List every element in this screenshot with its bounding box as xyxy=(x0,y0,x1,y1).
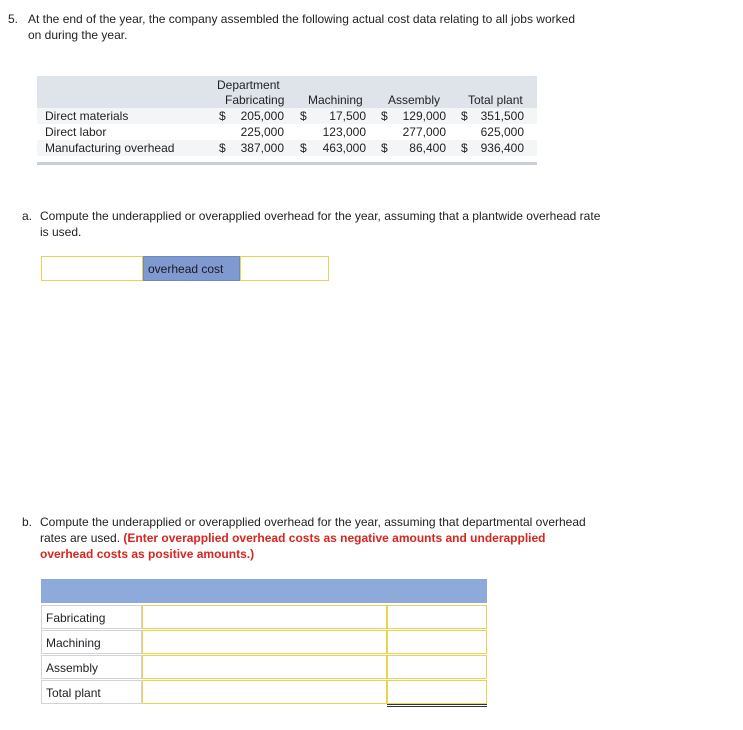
cell-value: 123,000 xyxy=(322,125,366,139)
col-total-plant: Total plant xyxy=(468,93,523,107)
dollar-sign: $ xyxy=(381,141,388,155)
double-underline xyxy=(387,704,487,707)
part-b-instruction-red-line3: overhead costs as positive amounts.) xyxy=(40,547,255,561)
cell-value: 17,500 xyxy=(329,109,366,123)
fabricating-input-1[interactable] xyxy=(142,605,387,629)
cell-value: 277,000 xyxy=(402,125,446,139)
machining-input-1[interactable] xyxy=(142,630,387,654)
row-label: Manufacturing overhead xyxy=(45,141,175,155)
cell-value: 387,000 xyxy=(240,141,284,155)
part-b-answer-table xyxy=(41,579,487,707)
table-bottom-rule xyxy=(37,162,537,165)
department-label: Department xyxy=(217,78,280,92)
total-plant-input-2[interactable] xyxy=(387,680,487,704)
cell-value: 351,500 xyxy=(480,109,524,123)
question-intro xyxy=(8,11,648,43)
part-b-text-line2: rates are used. xyxy=(40,531,121,545)
row-label-machining: Machining xyxy=(41,630,142,654)
part-a-question xyxy=(22,208,652,240)
cost-table-header xyxy=(37,76,537,108)
cell-value: 205,000 xyxy=(240,109,284,123)
table-row xyxy=(37,140,537,156)
row-label-total-plant: Total plant xyxy=(41,680,142,704)
part-a-input-left[interactable] xyxy=(41,256,143,281)
dollar-sign: $ xyxy=(300,141,307,155)
total-plant-input-1[interactable] xyxy=(142,680,387,704)
dollar-sign: $ xyxy=(461,109,468,123)
row-label-fabricating: Fabricating xyxy=(41,605,142,629)
col-fabricating: Fabricating xyxy=(225,93,285,107)
col-assembly: Assembly xyxy=(388,93,441,107)
dollar-sign: $ xyxy=(219,109,226,123)
assembly-input-2[interactable] xyxy=(387,655,487,679)
question-text-line1: At the end of the year, the company assembled the following actual cost data relating to all jobs worked xyxy=(28,12,575,26)
question-text-line2: on during the year. xyxy=(28,28,128,42)
dollar-sign: $ xyxy=(219,141,226,155)
part-a-input-right[interactable] xyxy=(240,256,329,281)
cost-data-table xyxy=(37,76,537,166)
cost-table-body xyxy=(37,108,537,160)
table-row xyxy=(37,108,537,124)
part-b-text-line1: Compute the underapplied or overapplied overhead for the year, assuming that departmental overhead xyxy=(40,515,586,529)
part-a-text-line2: is used. xyxy=(40,225,82,239)
cell-value: 86,400 xyxy=(409,141,446,155)
cell-value: 463,000 xyxy=(322,141,366,155)
dollar-sign: $ xyxy=(381,109,388,123)
cell-value: 625,000 xyxy=(480,125,524,139)
dollar-sign: $ xyxy=(461,141,468,155)
machining-input-2[interactable] xyxy=(387,630,487,654)
col-machining: Machining xyxy=(308,93,363,107)
row-label-assembly: Assembly xyxy=(41,655,142,679)
part-a-letter: a. xyxy=(22,209,33,223)
cell-value: 129,000 xyxy=(402,109,446,123)
cell-value: 225,000 xyxy=(240,125,284,139)
fabricating-input-2[interactable] xyxy=(387,605,487,629)
part-b-header-cell xyxy=(387,579,487,603)
cell-value: 936,400 xyxy=(480,141,524,155)
part-b-instruction-red: (Enter overapplied overhead costs as negative amounts and underapplied xyxy=(123,531,546,545)
part-b-letter: b. xyxy=(22,515,33,529)
overhead-cost-label: overhead cost xyxy=(143,256,240,281)
part-b-header-cell xyxy=(142,579,387,603)
part-a-text-line1: Compute the underapplied or overapplied overhead for the year, assuming that a plantwide overhead rate xyxy=(40,209,601,223)
table-row xyxy=(37,124,537,140)
part-b-question xyxy=(22,514,652,562)
part-b-header-cell xyxy=(41,579,142,603)
row-label: Direct materials xyxy=(45,109,129,123)
row-label: Direct labor xyxy=(45,125,107,139)
dollar-sign: $ xyxy=(300,109,307,123)
assembly-input-1[interactable] xyxy=(142,655,387,679)
question-number: 5. xyxy=(8,12,19,26)
